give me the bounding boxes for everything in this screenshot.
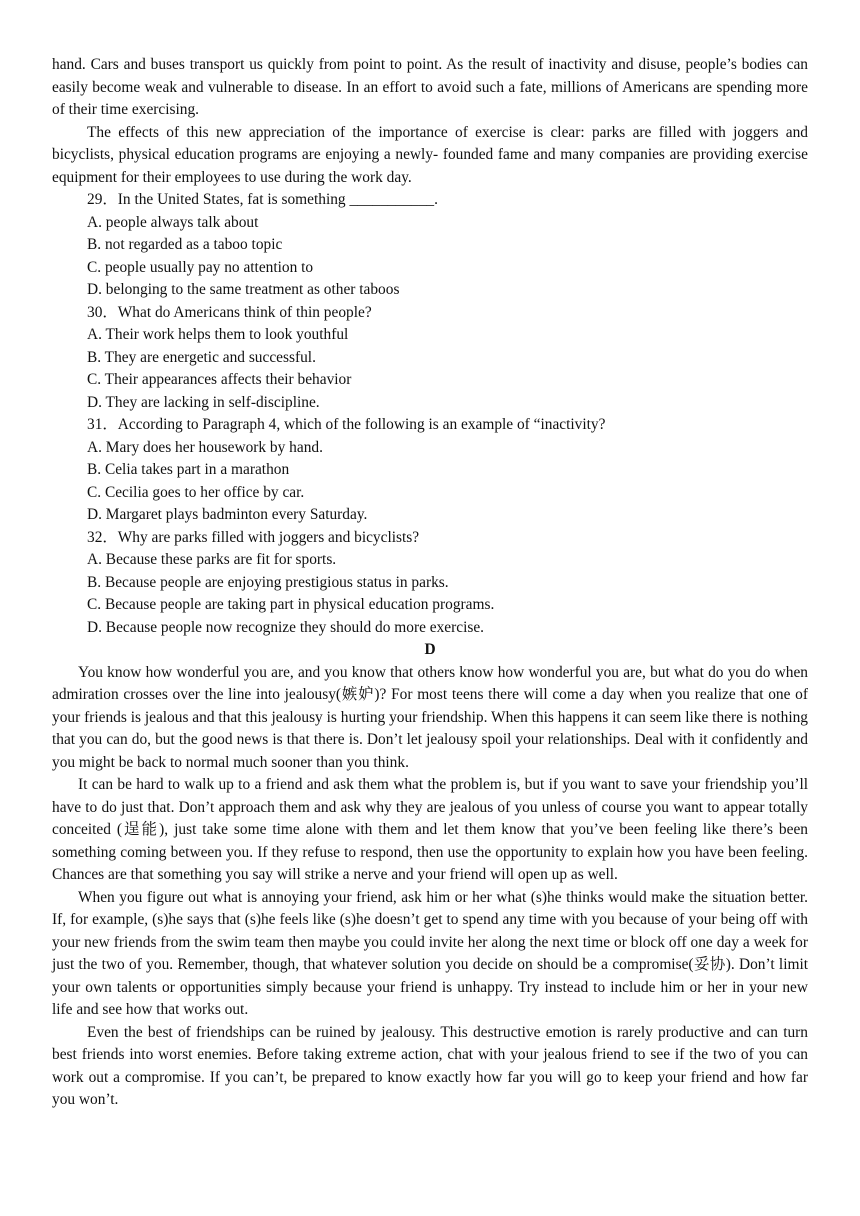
question-29 [52, 189, 808, 302]
option-a: A. Because these parks are fit for sports. [87, 551, 337, 568]
question-32 [52, 527, 808, 640]
option-c: C. people usually pay no attention to [87, 258, 314, 276]
passage-d-paragraph-2: It can be hard to walk up to a friend and ask them what the problem is, but if you want to save your friendship you’ll have to do just that. Don’t approach them and ask why they are jealous of you unless of course you want to appear totally conceited (逞能), just take some time alone with them and let them know that you’ve been feeling like there’s been something coming between you. If they refuse to respond, then use the opportunity to explain how you have been feeling. Chances are that something you say will strike a nerve and your friend will open up as well. [52, 776, 808, 883]
document-page [52, 54, 808, 1112]
option-b: B. Celia takes part in a marathon [87, 461, 290, 478]
option-c: C. Their appearances affects their behavior [87, 371, 352, 388]
passage-d-paragraph-1: You know how wonderful you are, and you know that others know how wonderful you are, but what do you do when admiration crosses over the line into jealousy(嫉妒)? For most teens there will come a day when you realize that one of your friends is jealous and that this jealousy is hurting your friendship. When this happens it can seem like there is nothing that you can do, but the good news is that there is. Don’t let jealousy spoil your relationships. Deal with it confidently and you might be back to normal much sooner than you think. [52, 663, 808, 771]
option-b: B. They are energetic and successful. [87, 348, 316, 366]
question-stem: 32．Why are parks filled with joggers and bicyclists? [87, 528, 420, 546]
passage-c-paragraph-last: The effects of this new appreciation of the importance of exercise is clear: parks are filled with joggers and bicyclists, physical education programs are enjoying a newly- founded fame and many companies are providing exercise equipment for their employees to use during the work day. [52, 123, 808, 186]
option-c: C. Because people are taking part in physical education programs. [87, 596, 495, 613]
option-a: A. people always talk about [87, 213, 259, 231]
passage-c-paragraph-end: hand. Cars and buses transport us quickly from point to point. As the result of inactivity and disuse, people’s bodies can easily become weak and vulnerable to disease. In an effort to avoid such a fate, millions of Americans are spending more of their time exercising. [52, 56, 808, 118]
option-c: C. Cecilia goes to her office by car. [87, 483, 305, 501]
question-stem: 30．What do Americans think of thin people? [87, 303, 372, 321]
question-stem: 31．According to Paragraph 4, which of the following is an example of “inactivity? [87, 416, 606, 433]
option-a: A. Their work helps them to look youthful [87, 326, 349, 343]
option-d: D. Because people now recognize they should do more exercise. [87, 618, 485, 636]
question-stem: 29．In the United States, fat is something ___________. [87, 191, 438, 208]
passage-d-paragraph-3: When you figure out what is annoying your friend, ask him or her what (s)he thinks would make the situation better. If, for example, (s)he says that (s)he feels like (s)he doesn’t get to spend any time with you because of your being off with your new friends from the swim team then maybe you could invite her along the next time or block off one day a week for just the two of you. Remember, though, that whatever solution you decide on should be a compromise(妥协). Don’t limit your own talents or opportunities simply because your friend is unhappy. Try instead to include him or her in your new life and see how that works out. [52, 888, 808, 1018]
passage-d-paragraph-4: Even the best of friendships can be ruined by jealousy. This destructive emotion is rarely productive and can turn best friends into worst enemies. Before taking extreme action, chat with your jealous friend to see if the two of you can work out a compromise. If you can’t, be prepared to know exactly how far you will go to keep your friend and how far you won’t. [52, 1023, 808, 1108]
option-b: B. not regarded as a taboo topic [87, 236, 283, 253]
option-b: B. Because people are enjoying prestigious status in parks. [87, 573, 449, 591]
option-d: D. They are lacking in self-discipline. [87, 393, 320, 411]
section-title: D [424, 641, 436, 658]
option-d: D. belonging to the same treatment as other taboos [87, 281, 400, 298]
question-30 [52, 302, 808, 415]
question-31 [52, 414, 808, 527]
option-d: D. Margaret plays badminton every Saturday. [87, 506, 368, 523]
option-a: A. Mary does her housework by hand. [87, 438, 323, 456]
